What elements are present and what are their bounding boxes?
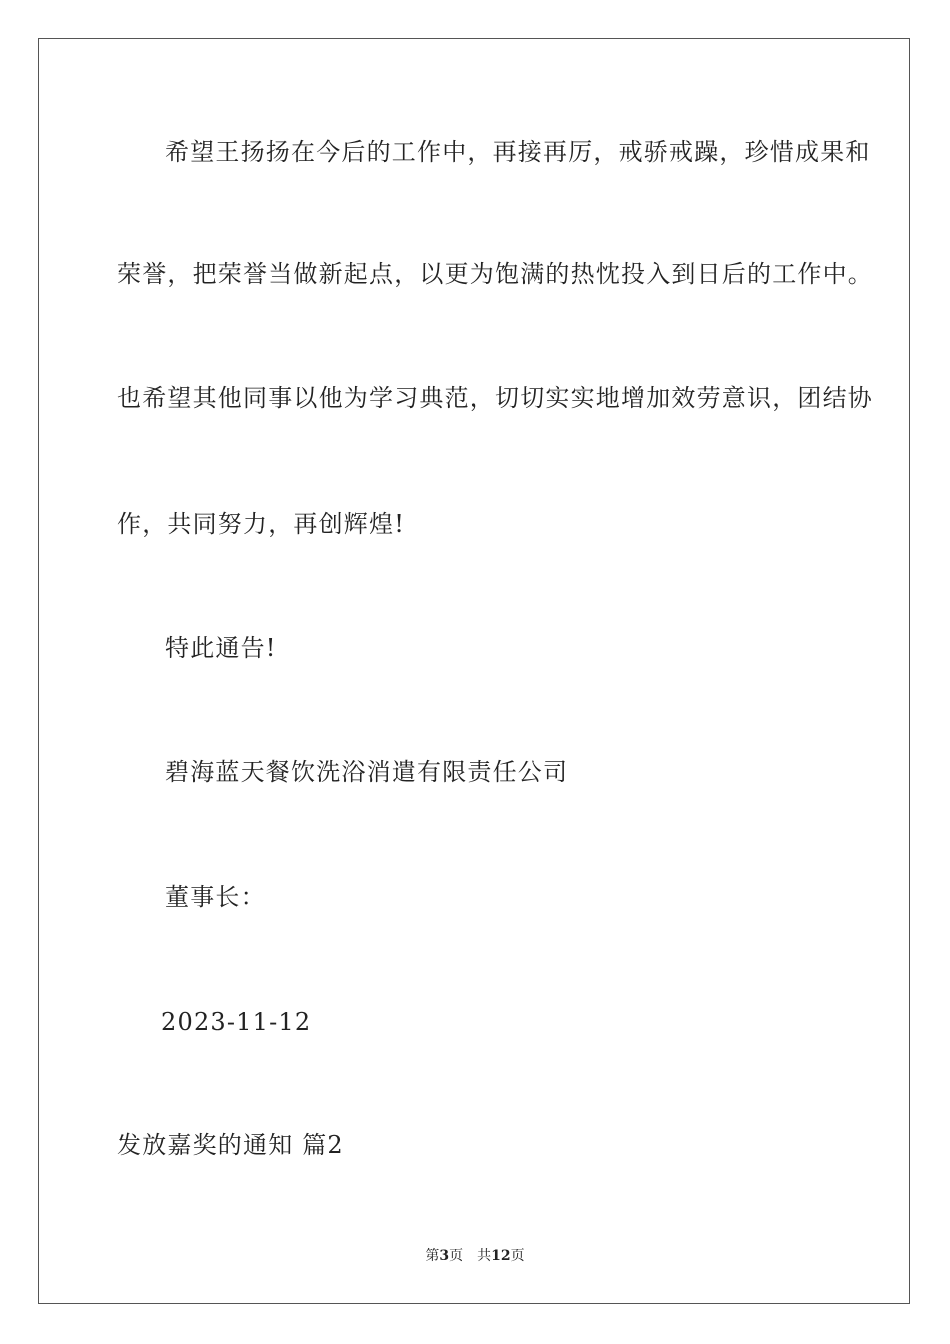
section-heading: 发放嘉奖的通知 篇2 xyxy=(117,1131,344,1159)
notice-text: 特此通告! xyxy=(165,634,277,662)
footer-page-suffix: 页 共 xyxy=(449,1248,492,1264)
page-footer xyxy=(0,1247,950,1265)
footer-prefix: 第 xyxy=(425,1248,440,1264)
chairman-label: 董事长： xyxy=(165,883,266,911)
paragraph-line-3: 也希望其他同事以他为学习典范，切切实实地增加效劳意识，团结协 xyxy=(117,384,873,412)
company-name: 碧海蓝天餐饮洗浴消遣有限责任公司 xyxy=(165,758,569,786)
total-pages-number: 12 xyxy=(491,1248,511,1264)
paragraph-line-4: 作，共同努力，再创辉煌! xyxy=(117,510,406,538)
current-page-number: 3 xyxy=(439,1248,450,1264)
paragraph-line-2: 荣誉，把荣誉当做新起点，以更为饱满的热忱投入到日后的工作中。 xyxy=(117,260,873,288)
footer-total-suffix: 页 xyxy=(510,1248,525,1264)
paragraph-line-1: 希望王扬扬在今后的工作中，再接再厉，戒骄戒躁，珍惜成果和 xyxy=(165,138,871,166)
date-text: 2023-11-12 xyxy=(161,1008,312,1036)
page-frame xyxy=(38,38,910,1304)
